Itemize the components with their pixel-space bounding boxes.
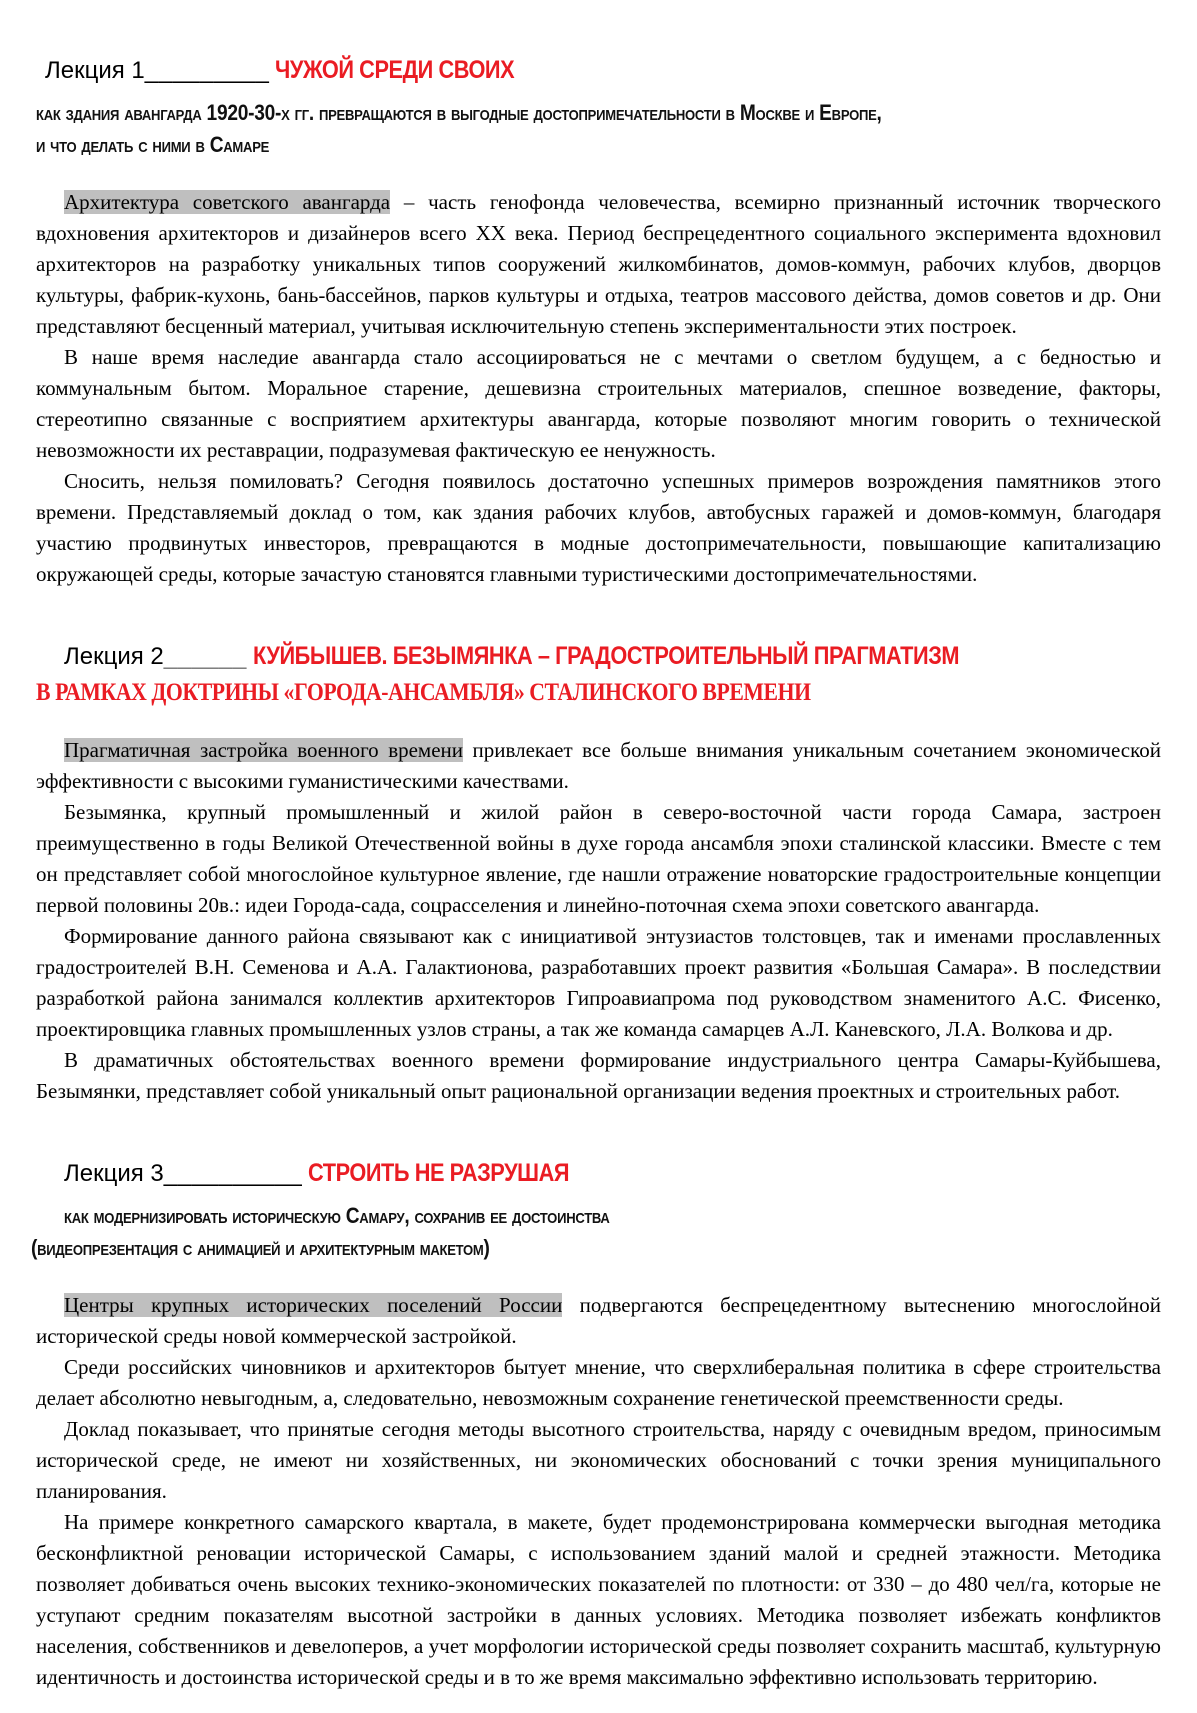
lecture-3-title: СТРОИТЬ НЕ РАЗРУШАЯ <box>308 1159 570 1187</box>
lecture-1-title: ЧУЖОЙ СРЕДИ СВОИХ <box>275 56 515 84</box>
paragraph: На примере конкретного самарского квартала, в макете, будет продемонстрирована коммерчески выгодная методика бесконфликтной реновации исторической Самары, с использованием зданий малой и средней этажности. Методика позволяет добиваться очень высоких технико-экономических показателей по плотности: от 330 – до 480 чел/га, которые не уступают средним показателям высотной застройки в данных условиях. Методика позволяет избежать конфликтов населения, собственников и девелоперов, а учет морфологии исторической среды позволяет сохранить масштаб, культурную идентичность и достоинства исторической среды и в то же время максимально эффективно использовать территорию. <box>36 1510 1161 1689</box>
lecture-1-body <box>36 187 1161 590</box>
lecture-3-heading <box>36 1155 1161 1192</box>
fill-in-blank-line: ______ <box>163 643 247 670</box>
paragraph <box>36 735 1161 797</box>
lecture-1-heading <box>36 52 1161 89</box>
lecture-3-subtitle-line-2: (видеопрезентация с анимацией и архитектурным макетом) <box>31 1235 490 1260</box>
lecture-3-heading-line <box>36 1155 1161 1192</box>
lecture-3-subtitle <box>31 1200 1161 1264</box>
paragraph: Формирование данного района связывают как с инициативой энтузиастов толстовцев, так и именами прославленных градостроителей В.Н. Семенова и А.А. Галактионова, разработавших проект развития «Большая Самара». В последствии разработкой района занимался коллектив архитекторов Гипроавиапрома под руководством знаменитого А.С. Фисенко, проектировщика главных промышленных узлов страны, а так же команда самарцев А.Л. Каневского, Л.А. Волкова и др. <box>36 924 1161 1041</box>
paragraph <box>36 1290 1161 1352</box>
paragraph <box>36 187 1161 342</box>
paragraph: В драматичных обстоятельствах военного времени формирование индустриального центра Самары-Куйбышева, Безымянки, представляет собой уникальный опыт рациональной организации ведения проектных и строительных работ. <box>36 1048 1161 1103</box>
lecture-2-title-line-1: КУЙБЫШЕВ. БЕЗЫМЯНКА – ГРАДОСТРОИТЕЛЬНЫЙ ПРАГМАТИЗМ <box>252 642 959 670</box>
lecture-2-heading-line <box>36 638 1161 675</box>
lecture-1-subtitle <box>36 97 1161 161</box>
paragraph-text: привлекает все больше внимания уникальным сочетанием экономической эффективности с высокими гуманистическими качествами. <box>36 738 1161 793</box>
paragraph: В наше время наследие авангарда стало ассоциироваться не с мечтами о светлом будущем, а с бедностью и коммунальным бытом. Моральное старение, дешевизна строительных материалов, спешное возведение, факторы, стереотипно связанные с восприятием архитектуры авангарда, которые позволяют многим говорить о технической невозможности их реставрации, подразумевая фактическую ее ненужность. <box>36 345 1161 462</box>
paragraph-text: – часть генофонда человечества, всемирно признанный источник творческого вдохновения архитекторов и дизайнеров всего XX века. Период беспрецедентного социального эксперимента вдохновил архитекторов на разработку уникальных типов сооружений жилкомбинатов, домов-коммун, рабочих клубов, дворцов культуры, фабрик-кухонь, бань-бассейнов, парков культуры и отдыха, театров массового действа, домов советов и др. Они представляют бесценный материал, учитывая исключительную степень экспериментальности этих построек. <box>36 190 1161 338</box>
lecture-1-subtitle-line-1: как здания авангарда 1920-30-х гг. превращаются в выгодные достопримечательности в Москве и Европе, <box>36 100 882 125</box>
highlighted-text: Центры крупных исторических поселений России <box>64 1293 563 1317</box>
lecture-3-subtitle-line-1: как модернизировать историческую Самару, сохранив ее достоинства <box>64 1203 610 1228</box>
lecture-1-subtitle-line-2: и что делать с ними в Самаре <box>36 132 270 157</box>
lecture-2-title-line-2: В РАМКАХ ДОКТРИНЫ «ГОРОДА-АНСАМБЛЯ» СТАЛИНСКОГО ВРЕМЕНИ <box>36 679 811 706</box>
paragraph: Сносить, нельзя помиловать? Сегодня появилось достаточно успешных примеров возрождения памятников этого времени. Представляемый доклад о том, как здания рабочих клубов, автобусных гаражей и домов-коммун, благодаря участию продвинутых инвесторов, превращаются в модные достопримечательности, повышающие капитализацию окружающей среды, которые зачастую становятся главными туристическими достопримечательностями. <box>36 469 1161 586</box>
fill-in-blank-line: _________ <box>144 57 270 84</box>
lecture-2-body <box>36 735 1161 1107</box>
lecture-2-heading <box>36 638 1161 711</box>
lecture-3-section <box>31 1155 1161 1693</box>
lecture-1-section <box>36 52 1161 590</box>
lecture-2-number-label: Лекция 2 <box>64 643 164 670</box>
fill-in-blank-line: __________ <box>163 1160 303 1187</box>
paragraph: Доклад показывает, что принятые сегодня методы высотного строительства, наряду с очевидным вредом, приносимым исторической среде, не имеют ни хозяйственных, ни экономических обоснований с точки зрения муниципального планирования. <box>36 1417 1161 1503</box>
lecture-3-number-label: Лекция 3 <box>64 1160 164 1187</box>
lecture-3-body <box>36 1290 1161 1693</box>
highlighted-text: Прагматичная застройка военного времени <box>64 738 464 762</box>
lecture-1-heading-line <box>36 52 1161 89</box>
highlighted-text: Архитектура советского авангарда <box>64 190 391 214</box>
paragraph-text: подвергаются беспрецедентному вытеснению многослойной исторической среды новой коммерческой застройкой. <box>36 1293 1161 1348</box>
paragraph: Среди российских чиновников и архитекторов бытует мнение, что сверхлиберальная политика в сфере строительства делает абсолютно невыгодным, а, следовательно, невозможным сохранение генетической преемственности среды. <box>36 1355 1161 1410</box>
paragraph: Безымянка, крупный промышленный и жилой район в северо-восточной части города Самара, застроен преимущественно в годы Великой Отечественной войны в духе города ансамбля эпохи сталинской классики. Вместе с тем он представляет собой многослойное культурное явление, где нашли отражение новаторские градостроительные концепции первой половины 20в.: идеи Города-сада, соцрасселения и линейно-поточная схема эпохи советского авангарда. <box>36 800 1161 917</box>
lecture-2-section <box>36 638 1161 1107</box>
lecture-1-number-label: Лекция 1 <box>45 57 145 84</box>
lecture-2-title-line-2-wrap <box>36 675 1161 711</box>
